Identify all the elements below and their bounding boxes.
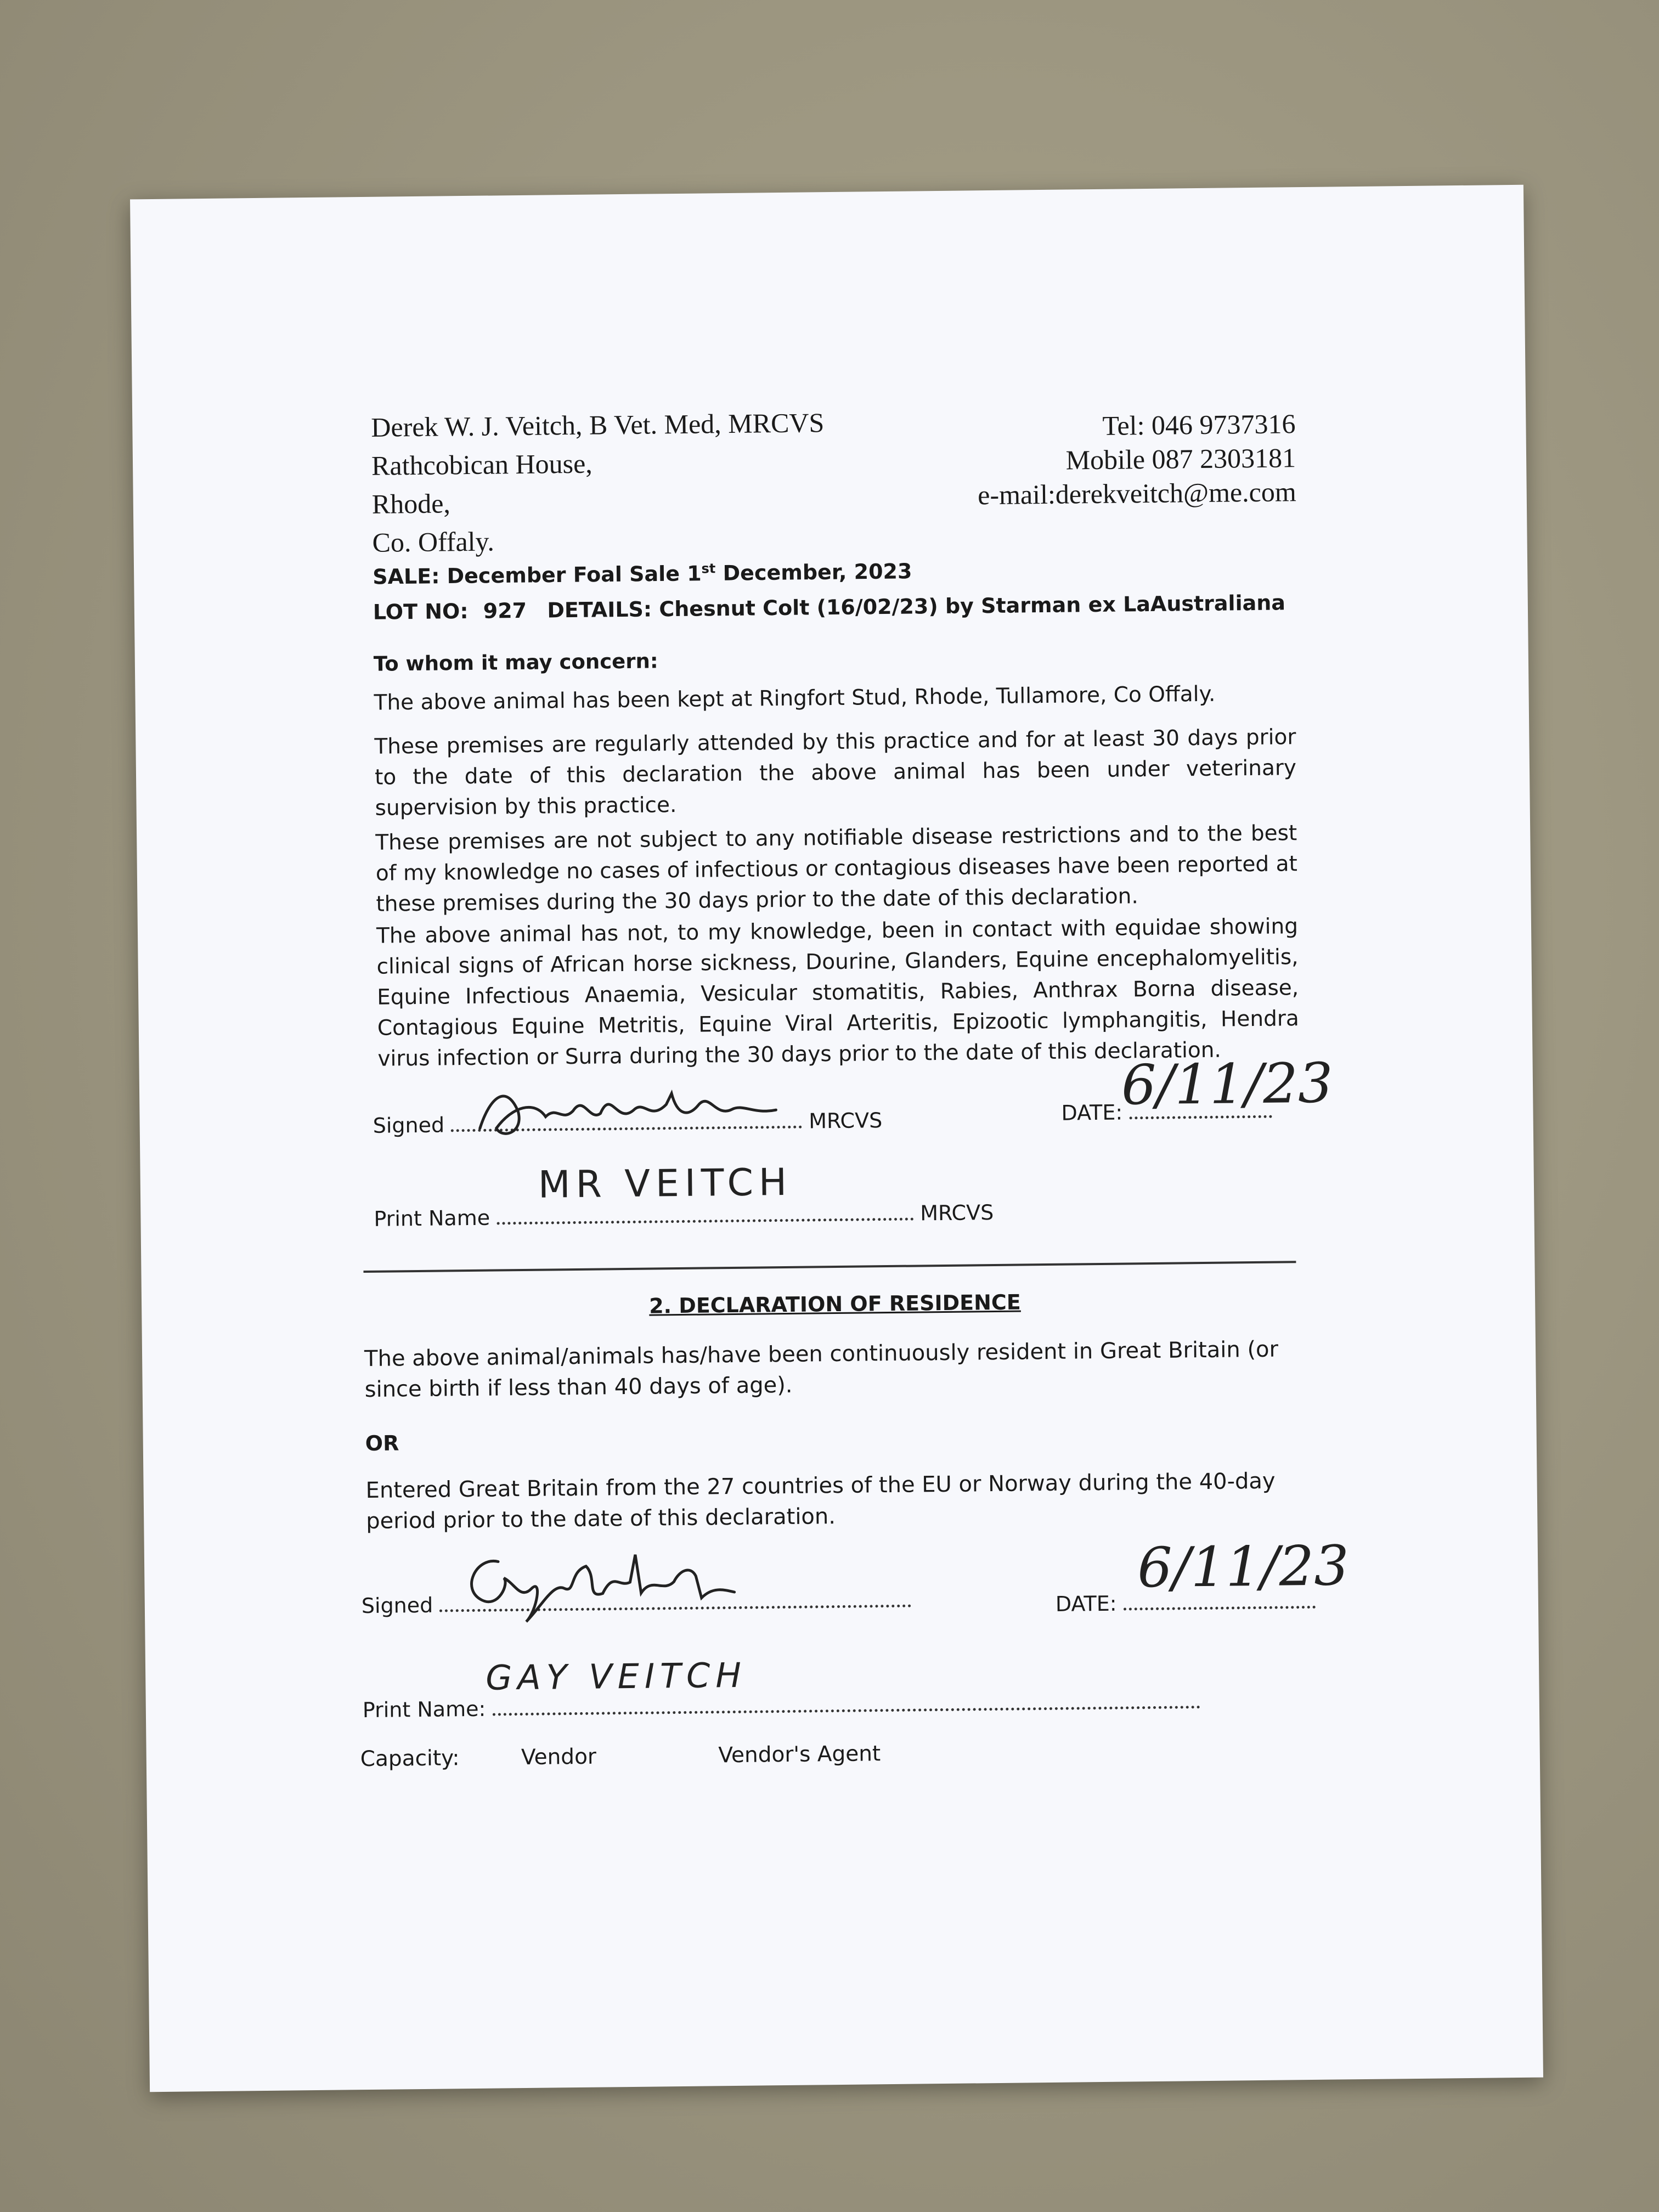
lot-details: Chesnut Colt (16/02/23) by Starman ex LaAustraliana <box>659 590 1286 622</box>
declaration-document <box>130 185 1543 2092</box>
vendor-date-handwritten: 6/11/23 <box>1137 1533 1350 1600</box>
print-mrcvs-label: MRCVS <box>920 1200 994 1226</box>
letterhead-contact-block <box>862 407 1296 513</box>
capacity-vendor-option[interactable]: Vendor <box>521 1744 597 1770</box>
print-name-label: Print Name <box>374 1205 490 1231</box>
capacity-agent-option[interactable]: Vendor's Agent <box>718 1741 881 1768</box>
address-line-1: Rathcobican House, <box>371 448 593 481</box>
capacity-label: Capacity: <box>360 1746 460 1772</box>
date-label: DATE: <box>1061 1100 1123 1125</box>
sale-line <box>373 559 912 589</box>
paragraph-kept-at: The above animal has been kept at Ringfort Stud, Rhode, Tullamore, Co Offaly. <box>374 681 1216 715</box>
signed-label-2: Signed <box>361 1593 433 1618</box>
address-line-3: Co. Offaly. <box>372 526 495 558</box>
lot-label: LOT NO: <box>373 599 469 624</box>
vendor-print-name-handwritten: GAY VEITCH <box>485 1655 747 1698</box>
date-label-2: DATE: <box>1055 1591 1117 1616</box>
paragraph-supervision: These premises are regularly attended by this practice and for at least 30 days prior to the date of this declaration the above animal has been under veterinary supervision by this practice. <box>374 725 1297 821</box>
vet-print-name-handwritten: MR VEITCH <box>538 1160 793 1207</box>
email: e-mail:derekveitch@me.com <box>977 476 1296 511</box>
salutation: To whom it may concern: <box>373 649 658 676</box>
letterhead-address-block <box>371 403 826 562</box>
print-name-label-2: Print Name: <box>362 1696 486 1723</box>
vet-date-handwritten: 6/11/23 <box>1121 1051 1334 1118</box>
sale-date: December, 2023 <box>715 559 912 585</box>
vendor-signature <box>454 1537 741 1633</box>
mobile: Mobile 087 2303181 <box>1065 442 1296 476</box>
vet-signature <box>469 1070 809 1150</box>
vet-name: Derek W. J. Veitch, B Vet. Med, MRCVS <box>371 407 825 443</box>
residence-paragraph-2: Entered Great Britain from the 27 countries of the EU or Norway during the 40-day period prior to the date of this declaration. <box>365 1468 1276 1534</box>
residence-heading: 2. DECLARATION OF RESIDENCE <box>648 1290 1021 1318</box>
signed-label: Signed <box>373 1113 445 1138</box>
paragraph-notifiable-disease: These premises are not subject to any notifiable disease restrictions and to the best of my knowledge no cases of infectious or contagious diseases have been reported at these premises during the 30 days prior to the date of this declaration. <box>375 821 1298 917</box>
lot-number: 927 <box>483 598 527 623</box>
sale-superscript: st <box>701 561 716 577</box>
sale-label: SALE: December Foal Sale 1 <box>373 561 702 589</box>
or-label: OR <box>365 1431 399 1456</box>
details-label: DETAILS: <box>547 597 652 623</box>
residence-paragraph-1: The above animal/animals has/have been continuously resident in Great Britain (or since birth if less than 40 days of age). <box>364 1336 1279 1403</box>
telephone: Tel: 046 9737316 <box>1102 408 1296 441</box>
paragraph-contact-disease: The above animal has not, to my knowledge, been in contact with equidae showing clinical signs of African horse sickness, Dourine, Glanders, Equine encephalomyelitis, Equine Infectious Anaemia, Vesicular stomatitis, Rabies, Anthrax Borna disease, Contagious Equine Metritis, Equine Viral Arteritis, Epizootic lymphangitis, Hendra virus infection or Surra during the 30 days prior to the date of this declaration. <box>376 914 1299 1071</box>
mrcvs-label: MRCVS <box>809 1108 883 1133</box>
address-line-2: Rhode, <box>371 488 451 520</box>
capacity-row <box>360 1741 881 1771</box>
lot-line <box>373 590 1285 624</box>
section-divider <box>363 1261 1296 1273</box>
